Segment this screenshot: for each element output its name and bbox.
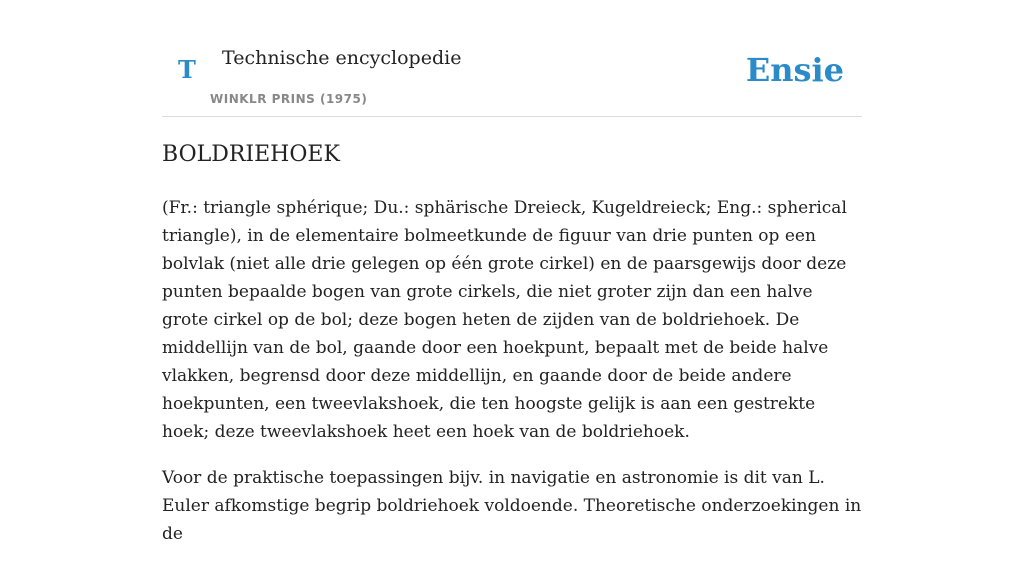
ensie-logo[interactable]: Ensie xyxy=(745,51,844,89)
letter-t-icon: T xyxy=(178,55,196,84)
entry-content xyxy=(162,138,862,566)
source-subtitle: WINKLR PRINS (1975) xyxy=(210,92,368,106)
source-header xyxy=(162,0,862,117)
entry-paragraph-1: (Fr.: triangle sphérique; Du.: sphärische Dreieck, Kugeldreieck; Eng.: spherical triangle), in de elementaire bolmeetkunde de figuur van drie punten op een bolvlak (niet alle drie gelegen op één grote cirkel) en de paarsgewijs door deze punten bepaalde bogen van grote cirkels, die niet groter zijn dan een halve grote cirkel op de bol; deze bogen heten de zijden van de boldriehoek. De middellijn van de bol, gaande door een hoekpunt, bepaalt met de beide halve vlakken, begrensd door deze middellijn, en gaande door de beide andere hoekpunten, een tweevlakshoek, die ten hoogste gelijk is aan een gestrekte hoek; deze tweevlakshoek heet een hoek van de boldriehoek. xyxy=(162,198,847,442)
entry-paragraph-2: Voor de praktische toepassingen bijv. in navigatie en astronomie is dit van L. Euler afkomstige begrip boldriehoek voldoende. Theoretische onderzoekingen in de xyxy=(162,468,862,544)
entry-title: BOLDRIEHOEK xyxy=(162,142,340,167)
source-title-link[interactable]: Technische encyclopedie xyxy=(222,47,462,69)
